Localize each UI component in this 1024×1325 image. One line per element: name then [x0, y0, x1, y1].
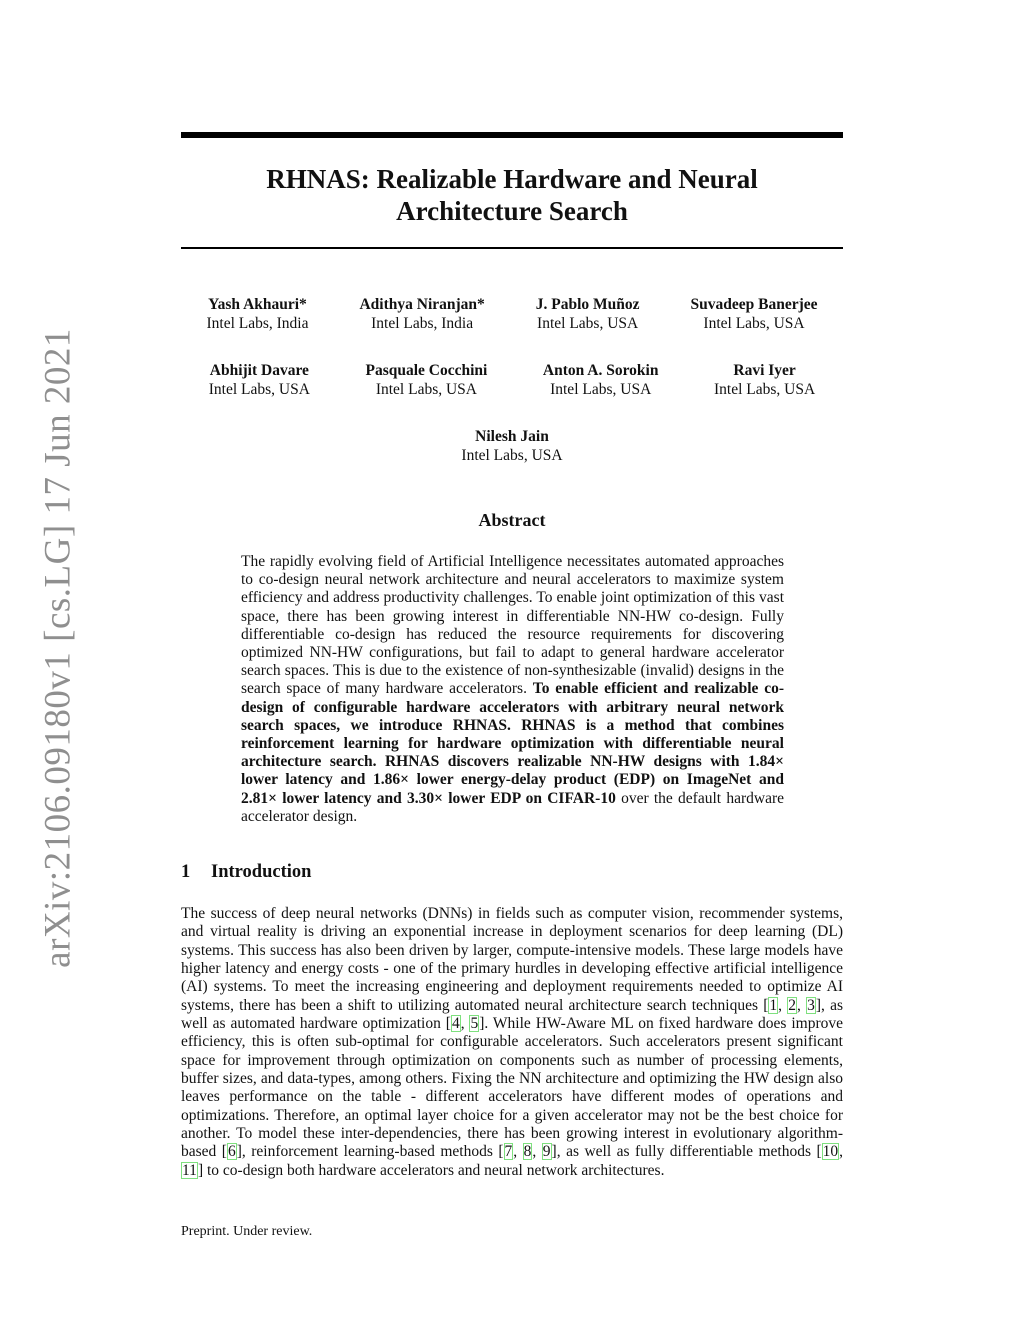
- author-affiliation: Intel Labs, USA: [537, 315, 639, 332]
- author-affiliation: Intel Labs, India: [206, 315, 309, 332]
- intro-text: ], as well as fully differentiable methods [: [551, 1143, 822, 1161]
- section-number: 1: [181, 862, 191, 882]
- abstract-text: [241, 553, 784, 826]
- author-block: [714, 361, 815, 399]
- author-name: Nilesh Jain: [475, 428, 549, 445]
- author-affiliation: Intel Labs, USA: [208, 381, 310, 398]
- author-name: Suvadeep Banerjee: [690, 296, 818, 313]
- author-affiliation: Intel Labs, USA: [550, 381, 652, 398]
- author-name: J. Pablo Muñoz: [535, 296, 640, 313]
- citation-link[interactable]: 9: [542, 1143, 551, 1161]
- citation-link[interactable]: 5: [470, 1015, 479, 1033]
- citation-link[interactable]: 8: [523, 1143, 532, 1161]
- author-block: [543, 361, 659, 399]
- author-block: [209, 361, 310, 399]
- author-row-2: [181, 361, 843, 399]
- citation-link[interactable]: 3: [807, 996, 815, 1014]
- intro-text: ]. While HW-Aware ML on fixed hardware does improve efficiency, this is often sub-optimal for configurable accelerators. Such accelerators present significant space for improvement through optimization on components such as number of processing elements, buffer sizes, and data-types, among others. Fixing the NN architecture and optimizing the HW design also leaves performance on the table - different accelerators have different modes of operations and optimizations. Therefore, an optimal layer choice for a given accelerator may not be the best choice for another. To model these inter-dependencies, there has been growing interest in evolutionary algorithm-based [: [181, 1015, 843, 1161]
- intro-text: The success of deep neural networks (DNNs) in fields such as computer vision, recommender systems, and virtual reality is driving an exponential increase in deployment scenarios for deep learning (DL) systems. This success has also been driven by larger, compute-intensive models. These large models have higher latency and energy costs - one of the primary hurdles in developing effective artificial intelligence (AI) systems. To meet the increasing engineering and deployment requirements needed to optimize AI systems, there has been a shift to utilizing automated neural architecture search techniques [: [181, 905, 843, 1014]
- citation-link[interactable]: 11: [182, 1161, 197, 1179]
- intro-text: ], reinforcement learning-based methods [: [236, 1143, 504, 1161]
- paper-title-line-1: RHNAS: Realizable Hardware and Neural: [266, 164, 758, 194]
- author-affiliation: Intel Labs, India: [371, 315, 474, 332]
- author-block: [536, 295, 640, 333]
- author-affiliation: Intel Labs, USA: [703, 315, 805, 332]
- abstract-text-bold: To enable efficient and realizable co-design of configurable hardware accelerators with arbitrary neural network search spaces, we introduce RHNAS. RHNAS is a method that combines reinforcement learning for hardware optimization with differentiable neural architecture search. RHNAS discovers realizable NN-HW designs with 1.84× lower latency and 1.86× lower energy-delay product (EDP) on ImageNet and 2.81× lower latency and 3.30× lower EDP on CIFAR-10: [241, 680, 785, 807]
- author-block: [206, 295, 308, 333]
- author-name: Ravi Iyer: [733, 362, 796, 379]
- citation-link[interactable]: 7: [504, 1143, 513, 1161]
- title-top-rule: [181, 132, 843, 138]
- author-name: Anton A. Sorokin: [542, 362, 659, 379]
- author-block: [691, 295, 818, 333]
- author-affiliation: Intel Labs, USA: [375, 381, 477, 398]
- section-title: Introduction: [211, 862, 312, 882]
- citation-link[interactable]: 4: [451, 1015, 460, 1033]
- citation-link[interactable]: 10: [822, 1143, 839, 1161]
- paper-title: [181, 163, 843, 227]
- section-heading-introduction: [181, 862, 311, 883]
- author-row-1: [181, 295, 843, 333]
- author-row-3: [181, 427, 843, 465]
- citation-link[interactable]: 1: [769, 996, 778, 1014]
- author-name: Pasquale Cocchini: [365, 362, 488, 379]
- abstract-text-plain: The rapidly evolving field of Artificial Intelligence necessitates automated approaches to co-design neural network architecture and neural accelerators to maximize system efficiency and address productivity challenges. To enable joint optimization of this vast space, there has been growing interest in differentiable NN-HW co-design. Fully differentiable co-design has reduced the resource requirements for discovering optimized NN-HW configurations, but fail to adapt to general hardware accelerator search spaces. This is due to the existence of non-synthesizable (invalid) designs in the search space of many hardware accelerators.: [241, 553, 784, 698]
- abstract-heading: Abstract: [478, 510, 546, 530]
- title-bottom-rule: [181, 247, 843, 249]
- author-block: [461, 427, 562, 465]
- author-name: Abhijit Davare: [209, 362, 309, 379]
- arxiv-identifier-stamp: arXiv:2106.09180v1 [cs.LG] 17 Jun 2021: [37, 328, 79, 968]
- author-name: Adithya Niranjan*: [359, 296, 485, 313]
- author-name: Yash Akhauri*: [208, 296, 307, 313]
- author-block: [365, 361, 487, 399]
- introduction-paragraph: The success of deep neural networks (DNNs) in fields such as computer vision, recommender systems, and virtual reality is driving an exponential increase in deployment scenarios for deep learning (DL) systems. This success has also been driven by larger, compute-intensive models. These large models have higher latency and energy costs - one of the primary hurdles in developing effective artificial intelligence (AI) systems. To meet the increasing engineering and deployment requirements needed to optimize AI systems, there has been a shift to utilizing automated neural architecture search techniques [1, 2, 3], as well as automated hardware optimization [4, 5]. While HW-Aware ML on fixed hardware does improve efficiency, this is often sub-optimal for configurable accelerators. Such accelerators present significant space for improvement through optimization on components such as number of processing elements, buffer sizes, and data-types, among others. Fixing the NN architecture and optimizing the HW design also leaves performance on the table - different accelerators have different modes of operations and optimizations. Therefore, an optimal layer choice for a given accelerator may not be the best choice for another. To model these inter-dependencies, there has been growing interest in evolutionary algorithm-based [6], reinforcement learning-based methods [7, 8, 9], as well as fully differentiable methods [10, 11] to co-design both hardware accelerators and neural network architectures.: [181, 905, 844, 1179]
- intro-text: ] to co-design both hardware accelerators and neural network architectures.: [197, 1161, 665, 1179]
- author-affiliation: Intel Labs, USA: [714, 381, 816, 398]
- author-block: [359, 295, 484, 333]
- citation-link[interactable]: 6: [227, 1143, 236, 1161]
- citation-link[interactable]: 2: [788, 996, 796, 1014]
- preprint-footnote: Preprint. Under review.: [181, 1224, 313, 1239]
- author-affiliation: Intel Labs, USA: [461, 447, 563, 464]
- paper-title-line-2: Architecture Search: [396, 196, 628, 226]
- abstract-text-tail: over the default hardware accelerator design.: [241, 789, 784, 825]
- intro-text: ], as well as automated hardware optimization [: [181, 996, 844, 1033]
